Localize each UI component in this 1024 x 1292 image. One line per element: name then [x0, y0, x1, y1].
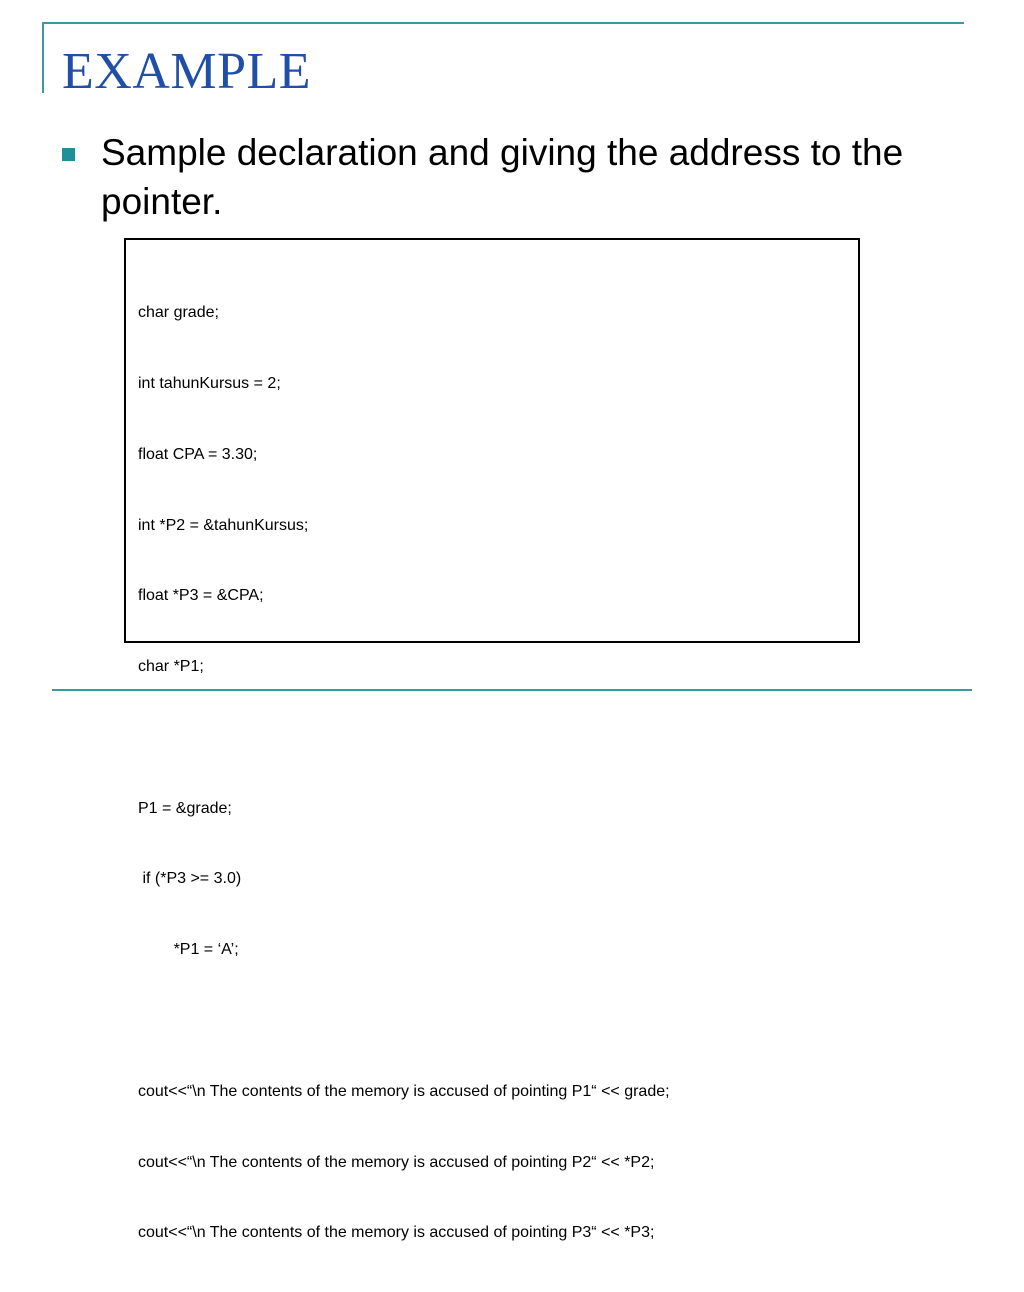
code-line: char *P1; — [138, 658, 204, 676]
code-line: char grade; — [138, 304, 219, 322]
code-line: *P1 = ‘A’; — [138, 941, 239, 959]
code-line: int tahunKursus = 2; — [138, 374, 281, 392]
left-rule — [42, 22, 44, 93]
code-line: float *P3 = &CPA; — [138, 587, 264, 605]
bullet-text: Sample declaration and giving the address to the pointer. — [101, 132, 904, 222]
code-line: float CPA = 3.30; — [138, 445, 258, 463]
code-box — [124, 238, 860, 1242]
code-line: if (*P3 >= 3.0) — [138, 870, 242, 888]
code-line: cout<<“\n The contents of the memory is accused of pointing P1“ << grade; — [138, 1082, 670, 1100]
code-line: int *P2 = &tahunKursus; — [138, 516, 309, 534]
code-blank-line — [138, 1009, 670, 1033]
code-line: cout<<“\n The contents of the memory is accused of pointing P2“ << *P2; — [138, 1153, 655, 1171]
slide-title: EXAMPLE — [62, 43, 312, 100]
code-blank-line — [138, 726, 670, 750]
code-block — [138, 254, 670, 1292]
square-bullet-icon — [62, 148, 75, 161]
code-line: cout<<“\n The contents of the memory is accused of pointing P3“ << *P3; — [138, 1224, 655, 1242]
code-line: P1 = &grade; — [138, 799, 232, 817]
bottom-rule — [52, 689, 972, 691]
top-rule — [42, 22, 964, 24]
